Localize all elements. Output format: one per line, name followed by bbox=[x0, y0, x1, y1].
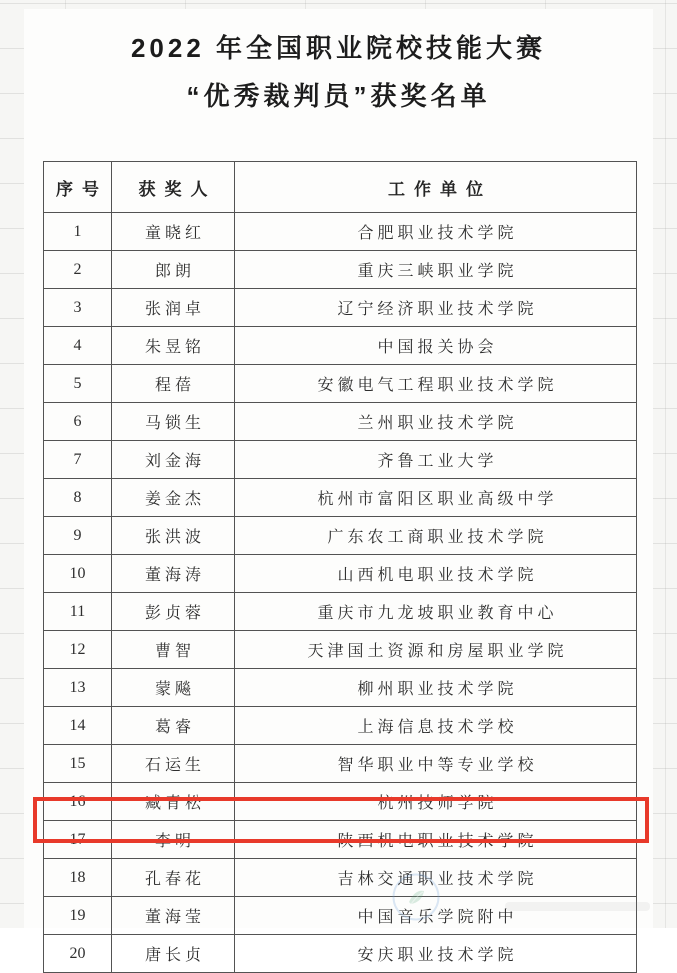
cell-work-unit: 广东农工商职业技术学院 bbox=[235, 517, 637, 555]
table-row bbox=[44, 631, 637, 669]
cell-work-unit: 智华职业中等专业学校 bbox=[235, 745, 637, 783]
cell-winner-name: 董海莹 bbox=[112, 897, 235, 935]
table-row bbox=[44, 783, 637, 821]
column-header-winner: 获奖人 bbox=[112, 162, 235, 213]
cell-winner-name: 朱昱铭 bbox=[112, 327, 235, 365]
table-row bbox=[44, 403, 637, 441]
cell-winner-name: 董海涛 bbox=[112, 555, 235, 593]
artifact-smudge bbox=[505, 902, 650, 911]
cell-work-unit: 中国音乐学院附中 bbox=[235, 897, 637, 935]
table-row bbox=[44, 479, 637, 517]
table-body bbox=[44, 213, 637, 973]
cell-work-unit: 安庆职业技术学院 bbox=[235, 935, 637, 973]
page-title-line2: “优秀裁判员”获奖名单 bbox=[186, 81, 491, 111]
table-row bbox=[44, 859, 637, 897]
cell-winner-name: 孔春花 bbox=[112, 859, 235, 897]
cell-winner-name: 张润卓 bbox=[112, 289, 235, 327]
cell-winner-name: 唐长贞 bbox=[112, 935, 235, 973]
cell-winner-name: 葛睿 bbox=[112, 707, 235, 745]
cell-winner-name: 蒙飚 bbox=[112, 669, 235, 707]
table-row bbox=[44, 669, 637, 707]
cell-winner-name: 童晓红 bbox=[112, 213, 235, 251]
table-row bbox=[44, 327, 637, 365]
cell-serial-number: 6 bbox=[44, 403, 112, 441]
cell-serial-number: 8 bbox=[44, 479, 112, 517]
cell-winner-name: 彭贞蓉 bbox=[112, 593, 235, 631]
table-row bbox=[44, 213, 637, 251]
cell-serial-number: 15 bbox=[44, 745, 112, 783]
table-row bbox=[44, 593, 637, 631]
table-row bbox=[44, 745, 637, 783]
cell-serial-number: 10 bbox=[44, 555, 112, 593]
cell-serial-number: 1 bbox=[44, 213, 112, 251]
page-title-line1: 2022 年全国职业院校技能大赛 bbox=[130, 33, 547, 63]
cell-serial-number: 14 bbox=[44, 707, 112, 745]
cell-winner-name: 李明 bbox=[112, 821, 235, 859]
cell-serial-number: 20 bbox=[44, 935, 112, 973]
cell-serial-number: 3 bbox=[44, 289, 112, 327]
table-row bbox=[44, 935, 637, 973]
cell-winner-name: 姜金杰 bbox=[112, 479, 235, 517]
cell-work-unit: 齐鲁工业大学 bbox=[235, 441, 637, 479]
table-row bbox=[44, 441, 637, 479]
cell-winner-name: 程蓓 bbox=[112, 365, 235, 403]
cell-work-unit: 吉林交通职业技术学院 bbox=[235, 859, 637, 897]
table-row bbox=[44, 517, 637, 555]
cell-work-unit: 重庆市九龙坡职业教育中心 bbox=[235, 593, 637, 631]
cell-work-unit: 重庆三峡职业学院 bbox=[235, 251, 637, 289]
cell-winner-name: 曹智 bbox=[112, 631, 235, 669]
cell-serial-number: 19 bbox=[44, 897, 112, 935]
cell-winner-name: 石运生 bbox=[112, 745, 235, 783]
cell-serial-number: 5 bbox=[44, 365, 112, 403]
cell-serial-number: 7 bbox=[44, 441, 112, 479]
cell-work-unit: 柳州职业技术学院 bbox=[235, 669, 637, 707]
awards-table bbox=[43, 161, 637, 973]
table-header-row bbox=[44, 162, 637, 213]
cell-serial-number: 9 bbox=[44, 517, 112, 555]
cell-winner-name: 臧青松 bbox=[112, 783, 235, 821]
column-header-unit: 工作单位 bbox=[235, 162, 637, 213]
cell-work-unit: 中国报关协会 bbox=[235, 327, 637, 365]
table-row bbox=[44, 365, 637, 403]
cell-work-unit: 兰州职业技术学院 bbox=[235, 403, 637, 441]
stamp-watermark-icon bbox=[390, 871, 442, 923]
cell-work-unit: 山西机电职业技术学院 bbox=[235, 555, 637, 593]
cell-winner-name: 刘金海 bbox=[112, 441, 235, 479]
cell-work-unit: 杭州市富阳区职业高级中学 bbox=[235, 479, 637, 517]
column-header-serial: 序号 bbox=[44, 162, 112, 213]
cell-work-unit: 合肥职业技术学院 bbox=[235, 213, 637, 251]
cell-winner-name: 张洪波 bbox=[112, 517, 235, 555]
cell-serial-number: 2 bbox=[44, 251, 112, 289]
table-row bbox=[44, 555, 637, 593]
cell-work-unit: 上海信息技术学校 bbox=[235, 707, 637, 745]
table-row bbox=[44, 821, 637, 859]
cell-work-unit: 安徽电气工程职业技术学院 bbox=[235, 365, 637, 403]
cell-work-unit: 杭州技师学院 bbox=[235, 783, 637, 821]
cell-serial-number: 12 bbox=[44, 631, 112, 669]
table-row bbox=[44, 289, 637, 327]
cell-winner-name: 郎朗 bbox=[112, 251, 235, 289]
cell-winner-name: 马锁生 bbox=[112, 403, 235, 441]
cell-work-unit: 陕西机电职业技术学院 bbox=[235, 821, 637, 859]
cell-serial-number: 17 bbox=[44, 821, 112, 859]
cell-serial-number: 13 bbox=[44, 669, 112, 707]
cell-serial-number: 11 bbox=[44, 593, 112, 631]
cell-work-unit: 天津国土资源和房屋职业学院 bbox=[235, 631, 637, 669]
cell-serial-number: 4 bbox=[44, 327, 112, 365]
document-sheet bbox=[24, 9, 653, 964]
table-row bbox=[44, 707, 637, 745]
cell-work-unit: 辽宁经济职业技术学院 bbox=[235, 289, 637, 327]
table-row bbox=[44, 251, 637, 289]
cell-serial-number: 18 bbox=[44, 859, 112, 897]
cell-serial-number: 16 bbox=[44, 783, 112, 821]
